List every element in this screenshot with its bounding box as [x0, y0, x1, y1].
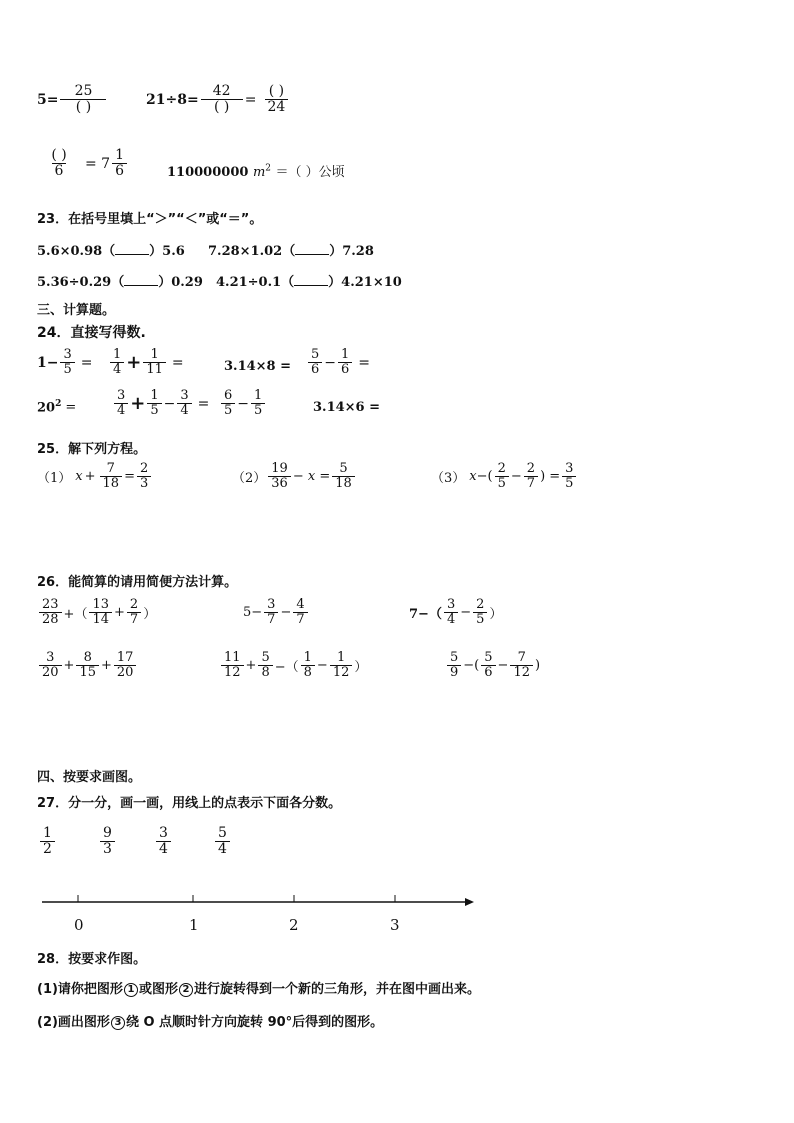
denominator: 15: [76, 665, 99, 680]
number-line[interactable]: [36, 886, 481, 936]
q25-equation-1: [37, 462, 153, 492]
numerator: 5: [450, 650, 459, 665]
denominator: 4: [114, 403, 128, 418]
q23-item-2: [208, 240, 374, 259]
fraction: [147, 389, 161, 419]
fraction: [39, 148, 79, 180]
denominator: 6: [308, 362, 322, 377]
operator: −（: [274, 660, 299, 676]
eq-area-conversion: [167, 161, 345, 180]
numerator: 1: [150, 347, 159, 362]
section-3-heading: 三、计算题。: [37, 303, 116, 318]
numerator: 3: [63, 347, 72, 362]
close-paren: ）: [489, 607, 503, 623]
numerator: 1: [43, 825, 52, 841]
operator: +（: [63, 607, 88, 623]
plus-sign: +: [126, 352, 142, 374]
q25-equation-2: [232, 462, 357, 492]
numerator: 3: [267, 597, 276, 612]
instruction-text: (1)请你把图形: [37, 982, 123, 997]
denominator: 5: [221, 403, 235, 418]
denominator: 12: [510, 665, 533, 680]
denominator: 5: [562, 476, 576, 491]
compare-blank[interactable]: [295, 242, 329, 255]
q26-expr-e: [219, 651, 367, 681]
minus-sign: −: [510, 469, 522, 485]
fraction: [127, 598, 141, 628]
circled-number: 2: [179, 983, 193, 997]
compare-left: 5.36÷0.29（: [37, 275, 125, 290]
denominator: 28: [39, 612, 62, 627]
denominator: 18: [332, 476, 355, 491]
fraction: [60, 84, 106, 116]
numerator-blank[interactable]: ( ): [51, 147, 67, 163]
numerator: 5: [311, 347, 320, 362]
q28-title: 28．按要求作图。: [37, 952, 147, 967]
denominator: 5: [60, 362, 74, 377]
denominator: 6: [338, 362, 352, 377]
eq-text: 5=: [37, 91, 59, 108]
blank-hectare[interactable]: ＝（ ）公顷: [275, 165, 345, 180]
numerator: 3: [46, 650, 55, 665]
numerator: 3: [117, 388, 126, 403]
numerator: 8: [83, 650, 92, 665]
fraction: [301, 651, 315, 681]
numerator-blank[interactable]: ( ): [268, 83, 285, 99]
plus-sign: +: [101, 658, 112, 674]
equals-sign: =: [124, 469, 135, 485]
numerator: 13: [92, 597, 109, 612]
q24-r1b: [108, 348, 184, 378]
fraction: [114, 389, 128, 419]
fraction: [510, 651, 533, 681]
numerator: 3: [180, 388, 189, 403]
fraction: [221, 651, 244, 681]
fraction: [251, 389, 265, 419]
numerator: 2: [497, 461, 506, 476]
numerator: 2: [476, 597, 485, 612]
fraction: [60, 348, 74, 378]
equation-middle: − x =: [292, 469, 331, 485]
eq-text: 21÷8=: [146, 91, 199, 108]
circled-number: 1: [124, 983, 138, 997]
compare-blank[interactable]: [294, 273, 328, 286]
denominator: 4: [110, 362, 124, 377]
tick-label: 2: [289, 916, 299, 934]
numerator: 42: [212, 83, 231, 99]
denominator: 6: [481, 665, 495, 680]
fraction: [76, 651, 99, 681]
numerator: 1: [113, 347, 122, 362]
fraction: [177, 389, 191, 419]
equation-label: （3）: [431, 471, 466, 487]
fraction: [112, 148, 127, 180]
base: 20: [37, 400, 56, 416]
plus-sign: +: [130, 393, 146, 415]
variable-x: x: [75, 469, 83, 485]
fraction: [481, 651, 495, 681]
denominator: 7: [264, 612, 278, 627]
q24-r1c: 3.14×8 =: [224, 359, 292, 374]
close-paren: ）: [354, 660, 368, 676]
numerator: 23: [42, 597, 59, 612]
compare-left: 7.28×1.02（: [208, 244, 296, 259]
q25-equation-3: [431, 462, 578, 492]
section-4-heading: 四、按要求画图。: [37, 770, 142, 785]
numerator: 17: [116, 650, 134, 665]
minus-paren: −(: [463, 658, 480, 674]
numerator: 5: [261, 650, 270, 665]
minus-sign: −: [460, 605, 472, 621]
compare-right: ）7.28: [329, 244, 374, 259]
denominator: 7: [127, 612, 141, 627]
denominator-blank[interactable]: ( ): [201, 99, 243, 115]
minus-sign: −: [280, 605, 292, 621]
tick-label: 3: [390, 916, 400, 934]
eq-mixed-number: [37, 148, 129, 180]
plus-sign: +: [84, 469, 96, 485]
minus-sign: −: [497, 658, 509, 674]
fraction: [562, 462, 576, 492]
minus-sign: −: [163, 395, 176, 412]
fraction: [524, 462, 538, 492]
q23-title: 23．在括号里填上“＞”“＜”或“＝”。: [37, 212, 263, 227]
q25-title: 25．解下列方程。: [37, 442, 147, 457]
instruction-text: (2)画出图形: [37, 1015, 110, 1030]
fraction: [201, 84, 243, 116]
denominator: 4: [215, 841, 230, 857]
fraction: [447, 651, 461, 681]
denominator: 6: [112, 163, 127, 179]
q26-expr-c: [409, 598, 502, 628]
equals-text: = 7: [85, 155, 111, 172]
denominator: 3: [137, 476, 151, 491]
fraction: [100, 462, 123, 492]
denominator: 5: [495, 476, 509, 491]
numerator: 19: [271, 461, 288, 476]
denominator: 8: [258, 665, 272, 680]
fraction: [264, 598, 278, 628]
compare-left: 5.6×0.98（: [37, 244, 116, 259]
fraction: [137, 462, 151, 492]
fraction: [338, 348, 352, 378]
fraction: [332, 462, 355, 492]
q28-part-2: [37, 1011, 383, 1030]
denominator: 8: [301, 665, 315, 680]
numerator: 1: [150, 388, 159, 403]
fraction: [143, 348, 166, 378]
area-value: 110000000: [167, 165, 249, 180]
minus-paren: −(: [476, 469, 493, 485]
numerator: 3: [159, 825, 168, 841]
denominator: 4: [177, 403, 191, 418]
denominator: 20: [114, 665, 137, 680]
fraction: [268, 462, 291, 492]
fraction-item: [156, 826, 171, 858]
expr-text: 7−（: [409, 607, 442, 623]
minus-sign: −: [237, 395, 250, 412]
fraction: [39, 598, 62, 628]
equation-label: （2）: [232, 471, 267, 487]
number-line-arrow-icon: [465, 898, 474, 906]
q26-expr-f: [445, 651, 540, 681]
denominator: 4: [444, 612, 458, 627]
q26-expr-b: [243, 598, 310, 628]
fraction: [293, 598, 307, 628]
fraction: [89, 598, 112, 628]
numerator: 1: [303, 650, 312, 665]
fraction: [258, 651, 272, 681]
denominator: 4: [156, 841, 171, 857]
close-paren: ): [534, 658, 541, 674]
unit-m: m: [252, 165, 266, 180]
numerator: 25: [74, 83, 93, 99]
fraction: [473, 598, 487, 628]
eq-5-equals: [37, 84, 108, 116]
numerator: 6: [224, 388, 233, 403]
denominator: 7: [524, 476, 538, 491]
denominator: 2: [40, 841, 55, 857]
compare-left: 4.21÷0.1（: [216, 275, 295, 290]
equals-sign: =: [358, 354, 371, 371]
variable-x: x: [469, 469, 477, 485]
q24-title: 24．直接写得数.: [37, 325, 146, 341]
close-paren: ）: [143, 607, 157, 623]
compare-blank[interactable]: [115, 242, 149, 255]
equation-label: （1）: [37, 471, 72, 487]
denominator: 5: [147, 403, 161, 418]
denominator: 7: [293, 612, 307, 627]
minus-sign: −: [324, 354, 337, 371]
denominator: 11: [143, 362, 166, 377]
numerator: 7: [106, 461, 115, 476]
plus-sign: +: [245, 658, 257, 674]
numerator: 5: [484, 650, 493, 665]
fraction: [330, 651, 353, 681]
numerator: 3: [446, 597, 456, 612]
equals-sign: =: [197, 395, 210, 412]
close-paren-equals: ) =: [540, 469, 561, 485]
q28-part-1: [37, 978, 480, 997]
q26-expr-a: [37, 598, 156, 628]
exponent: 2: [55, 399, 62, 409]
numerator: 5: [339, 461, 348, 476]
plus-sign: +: [63, 658, 75, 674]
equals-sign: =: [171, 354, 184, 371]
denominator: 12: [221, 665, 244, 680]
fraction: [110, 348, 124, 378]
fraction: [221, 389, 235, 419]
compare-right: ）5.6: [149, 244, 185, 259]
instruction-text: 绕 O 点顺时针方向旋转 90°后得到的图形。: [125, 1015, 384, 1030]
fraction-item: [100, 826, 115, 858]
q23-item-4: [216, 271, 402, 290]
denominator: 6: [52, 163, 67, 179]
tick-label: 0: [74, 916, 84, 934]
denominator: 20: [39, 665, 62, 680]
circled-number: 3: [111, 1016, 125, 1030]
plus-sign: +: [114, 605, 125, 621]
denominator: 36: [268, 476, 291, 491]
numerator: 1: [115, 147, 125, 163]
instruction-text: 或图形: [138, 982, 178, 997]
numerator: 1: [336, 650, 346, 665]
fraction: [495, 462, 509, 492]
q24-r1a: [37, 348, 93, 378]
q24-r1d: [306, 348, 370, 378]
equals-sign: =: [65, 400, 77, 416]
fraction: [114, 651, 137, 681]
tick-label: 1: [189, 916, 199, 934]
numerator: 2: [139, 461, 149, 476]
q24-r2d: 3.14×6 =: [313, 400, 381, 415]
equals-sign: =: [244, 91, 257, 108]
denominator: 12: [330, 665, 353, 680]
numerator: 5: [218, 825, 227, 841]
denominator-blank[interactable]: ( ): [60, 99, 106, 115]
expr-text: 5−: [243, 605, 263, 621]
numerator: 1: [254, 388, 263, 403]
denominator: 5: [251, 403, 265, 418]
denominator: 18: [100, 476, 123, 491]
exponent: 2: [265, 163, 272, 174]
q26-expr-d: [37, 651, 138, 681]
compare-right: ）0.29: [158, 275, 203, 290]
numerator: 3: [565, 461, 574, 476]
denominator: 9: [447, 665, 461, 680]
compare-right: ）4.21×10: [328, 275, 402, 290]
q27-title: 27．分一分，画一画，用线上的点表示下面各分数。: [37, 796, 342, 811]
numerator: 1: [341, 347, 350, 362]
fraction: [308, 348, 322, 378]
numerator: 2: [526, 461, 536, 476]
q24-r2c: [219, 389, 267, 419]
q23-item-3: [37, 271, 203, 290]
denominator: 5: [473, 612, 487, 627]
eq-21-div-8: [146, 84, 296, 116]
fraction-item: [215, 826, 230, 858]
q24-r2b: [112, 389, 209, 419]
fraction: [444, 598, 458, 628]
fraction: [39, 651, 62, 681]
minus-sign: −: [316, 658, 328, 674]
fraction-item: [40, 826, 55, 858]
numerator: 11: [224, 650, 241, 665]
compare-blank[interactable]: [124, 273, 158, 286]
numerator: 2: [129, 597, 139, 612]
numerator: 7: [517, 650, 526, 665]
equals-sign: =: [80, 354, 93, 371]
denominator: 3: [100, 841, 115, 857]
numerator: 9: [103, 825, 112, 841]
denominator: 24: [265, 99, 289, 115]
expr-text: 1−: [37, 354, 59, 371]
fraction: [258, 84, 294, 116]
q23-item-1: [37, 240, 185, 259]
numerator: 4: [296, 597, 305, 612]
instruction-text: 进行旋转得到一个新的三角形，并在图中画出来。: [193, 982, 480, 997]
denominator: 14: [89, 612, 112, 627]
q26-title: 26．能简算的请用简便方法计算。: [37, 575, 238, 590]
q24-r2a: [37, 399, 76, 415]
